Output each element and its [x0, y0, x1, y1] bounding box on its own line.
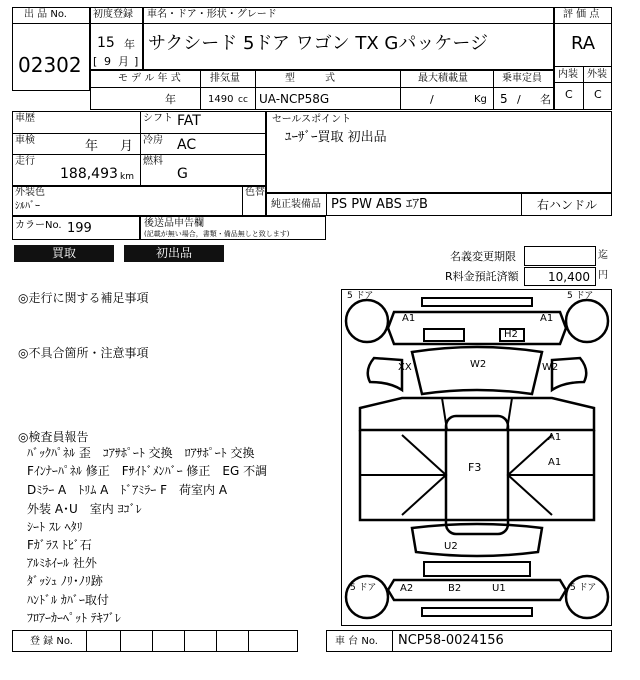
report-line: ﾀﾞｯｼｭ ﾉﾘ･ﾉﾘ跡 — [27, 574, 103, 588]
color-change-label: 色替 — [245, 187, 265, 198]
name-change-label: 名義変更期限 — [450, 250, 516, 263]
aircon-value: AC — [177, 137, 197, 153]
steering-value: 右ハンドル — [537, 198, 598, 212]
inspection-year-unit: 年 — [85, 139, 99, 154]
color-number-label: カラーNo. — [15, 220, 62, 231]
car-outline — [342, 290, 613, 627]
history-label: 車歴 — [15, 113, 35, 124]
type-value: UA-NCP58G — [259, 92, 330, 106]
grade-label: 評 価 点 — [563, 9, 600, 20]
recycle-label: R料金預託済額 — [445, 270, 519, 283]
recycle-value: 10,400 — [548, 270, 590, 284]
declaration-note: (記載が無い場合，書類・備品無しと致します) — [144, 230, 290, 238]
capacity-label: 乗車定員 — [502, 73, 542, 84]
capacity-sep: / — [517, 93, 521, 106]
declaration-label: 後送品申告欄 — [144, 218, 204, 229]
door-count-label-rear-right: 5 ドア — [570, 583, 597, 593]
interior-label: 内装 — [558, 69, 578, 80]
mark-back-door: U2 — [444, 541, 458, 552]
lot-number-label: 出 品 No. — [24, 9, 67, 20]
shift-value: FAT — [177, 113, 201, 129]
month-unit: 月 — [118, 55, 129, 68]
first-listing-badge: 初出品 — [124, 245, 224, 262]
exterior-grade: C — [594, 88, 602, 101]
door-count-label-rear-left: 5 ドア — [350, 583, 377, 593]
name-change-field — [524, 246, 596, 266]
door-count-label-front-left: 5 ドア — [347, 291, 374, 301]
chassis-number-label: 車 台 No. — [335, 636, 378, 647]
first-registration-year: 15 — [97, 35, 115, 51]
shift-label: シフト — [143, 113, 173, 124]
sales-point-text: ﾕｰｻﾞｰ買取 初出品 — [285, 130, 387, 145]
capacity-value: 5 — [500, 92, 508, 106]
recycle-unit: 円 — [598, 270, 608, 281]
exterior-color-label: 外装色 — [15, 187, 45, 198]
registration-number-label: 登 録 No. — [30, 636, 73, 647]
mileage-value: 188,493 — [60, 166, 118, 182]
mark-rear-center: B2 — [448, 583, 462, 594]
lot-number: 02302 — [18, 53, 82, 77]
mark-front-left-bumper: A1 — [402, 313, 416, 324]
aircon-label: 冷房 — [143, 135, 163, 146]
mark-rear-right: U1 — [492, 583, 506, 594]
fuel-value: G — [177, 166, 188, 182]
mark-front-right-bumper: A1 — [540, 313, 554, 324]
interior-grade: C — [565, 88, 573, 101]
displacement-label: 排気量 — [210, 73, 240, 84]
model-header-label: 車名・ドア・形状・グレード — [147, 9, 277, 20]
report-line: ｼｰﾄ ｽﾚ ﾍﾀﾘ — [27, 520, 83, 534]
displacement-unit: cc — [238, 95, 248, 105]
model-name: サクシード 5ドア ワゴン TX Gパッケージ — [148, 33, 488, 54]
report-line: ﾊﾝﾄﾞﾙ ｶﾊﾞｰ取付 — [27, 593, 109, 607]
equipment-label: 純正装備品 — [271, 199, 321, 210]
max-load-unit: Kg — [474, 94, 487, 105]
chassis-number-value: NCP58-0024156 — [398, 633, 504, 648]
year-unit: 年 — [124, 38, 135, 51]
report-line: Fｲﾝﾅｰﾊﾟﾈﾙ 修正 Fｻｲﾄﾞﾒﾝﾊﾞｰ 修正 EG 不調 — [27, 464, 268, 478]
mileage-label: 走行 — [15, 156, 35, 167]
model-year-unit: 年 — [165, 93, 176, 106]
report-line: Dﾐﾗｰ A ﾄﾘﾑ A ﾄﾞｱﾐﾗｰ F 荷室内 A — [27, 483, 228, 497]
exterior-label: 外装 — [587, 69, 607, 80]
type-label: 型 式 — [285, 73, 335, 84]
month-bracket-close: ] — [134, 55, 139, 68]
driving-notes-label: ◎走行に関する補足事項 — [18, 291, 149, 305]
mileage-unit: km — [120, 172, 134, 182]
fuel-label: 燃料 — [143, 156, 163, 167]
purchase-badge: 買取 — [14, 245, 114, 262]
equipment-value: PS PW ABS ｴｱB — [331, 197, 428, 212]
model-year-label: モ デ ル 年 式 — [118, 73, 181, 84]
displacement-value: 1490 — [208, 94, 234, 105]
exterior-color-value: ｼﾙﾊﾞｰ — [15, 201, 40, 212]
exterior-color-box — [12, 186, 266, 216]
mark-hood: W2 — [470, 359, 487, 370]
mark-roof: F3 — [468, 461, 482, 474]
mark-front-left-fender: XX — [398, 362, 412, 373]
grade-value: RA — [571, 33, 596, 54]
mark-rear-left-bumper: A2 — [400, 583, 414, 594]
mark-headlight-right: H2 — [504, 329, 518, 340]
mark-front-right-fender: W2 — [542, 362, 559, 373]
first-registration-label: 初度登録 — [93, 9, 133, 20]
color-number-value: 199 — [67, 221, 92, 236]
door-count-label-front-right: 5 ドア — [567, 291, 594, 301]
vehicle-info-left — [12, 111, 266, 186]
report-line: ﾊﾞｯｸﾊﾟﾈﾙ 歪 ｺｱｻﾎﾟｰﾄ 交換 ﾛｱｻﾎﾟｰﾄ 交換 — [27, 446, 255, 460]
mark-rear-door-right: A1 — [548, 457, 562, 468]
report-line: ﾌﾛｱｰｶｰﾍﾟｯﾄ ﾃｷﾌﾞﾚ — [27, 611, 121, 625]
mark-front-door-right: A1 — [548, 432, 562, 443]
defects-notes-label: ◎不具合箇所・注意事項 — [18, 346, 149, 360]
car-diagram — [341, 289, 612, 626]
report-line: ｱﾙﾐﾎｲｰﾙ 社外 — [27, 556, 97, 570]
sales-point-label: セールスポイント — [272, 114, 352, 125]
report-line: Fｶﾞﾗｽ ﾄﾋﾞ石 — [27, 538, 92, 552]
first-registration-month: 9 — [104, 55, 111, 68]
report-line: 外装 A･U 室内 ﾖｺﾞﾚ — [27, 502, 142, 516]
inspection-label: 車検 — [15, 135, 35, 146]
month-bracket-open: [ — [93, 55, 98, 68]
name-change-unit: 迄 — [598, 250, 608, 261]
capacity-unit: 名 — [540, 93, 551, 106]
inspector-report-label: ◎検査員報告 — [18, 430, 89, 444]
max-load-label: 最大積載量 — [418, 73, 468, 84]
max-load-sep: / — [430, 93, 434, 106]
inspection-month-unit: 月 — [120, 139, 134, 154]
